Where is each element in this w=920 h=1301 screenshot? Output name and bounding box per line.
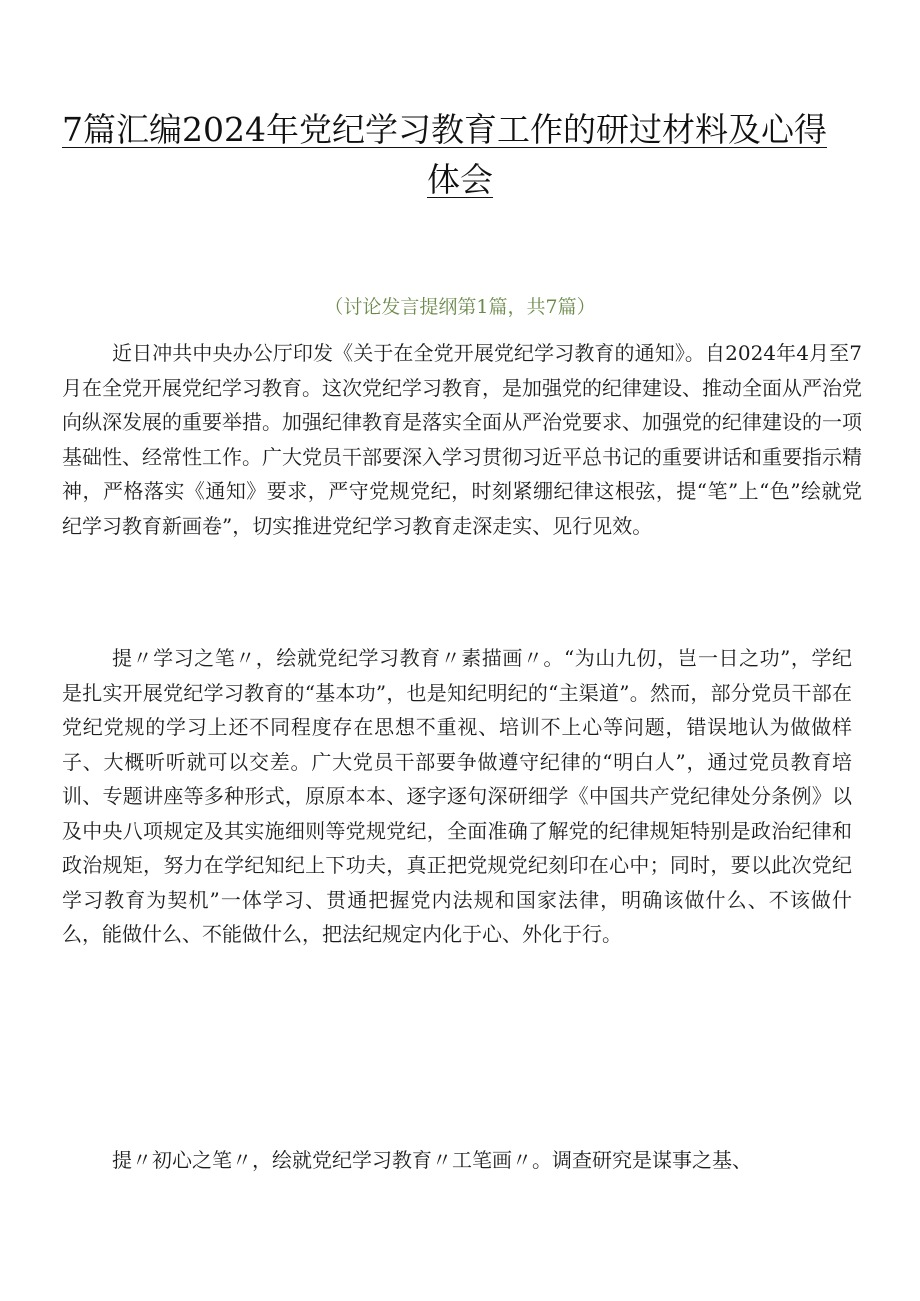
- paragraph-intro: 近日冲共中央办公厅印发《关于在全党开展党纪学习教育的通知》。自2024年4月至7月在全党开展党纪学习教育。这次党纪学习教育，是加强党的纪律建设、推动全面从严治党向纵深发展的重要举措。加强纪律教育是落实全面从严治党要求、加强党的纪律建设的一项基础性、经常性工作。广大党员干部要深入学习贯彻习近平总书记的重要讲话和重要指示精神，严格落实《通知》要求，严守党规党纪，时刻紧绷纪律这根弦，提“笔”上“色”绘就党纪学习教育新画卷”，切实推进党纪学习教育走深走实、见行见效。: [62, 341, 862, 538]
- paragraph-original-aspiration: [62, 1143, 862, 1178]
- document-title-line2: [0, 160, 920, 199]
- document-title-line2-text: 体会: [427, 160, 493, 199]
- document-subtitle: （讨论发言提纲第1篇，共7篇）: [324, 296, 596, 318]
- paragraph-original-aspiration-body: 调查研究是谋事之基、: [552, 1148, 752, 1172]
- paragraph-original-aspiration-heading: 提〃初心之笔〃，绘就党纪学习教育〃工笔画〃。: [112, 1148, 552, 1172]
- document-title-line1: 7篇汇编2024年党纪学习教育工作的研过材料及心得: [62, 110, 827, 149]
- paragraph-study: [62, 641, 852, 952]
- paragraph-study-heading: 提〃学习之笔〃，绘就党纪学习教育〃素描画〃。: [112, 646, 564, 670]
- paragraph-study-body: “为山九仞，岂一日之功”，学纪是扎实开展党纪学习教育的“基本功”，也是知纪明纪的“主渠道”。然而，部分党员干部在党纪党规的学习上还不同程度存在思想不重视、培训不上心等问题，错误地认为做做样子、大概听听就可以交差。广大党员干部要争做遵守纪律的“明白人”，通过党员教育培训、专题讲座等多种形式，原原本本、逐字逐句深研细学《中国共产党纪律处分条例》以及中央八项规定及其实施细则等党规党纪，全面准确了解党的纪律规矩特别是政治纪律和政治规矩，努力在学纪知纪上下功夫，真正把党规党纪刻印在心中；同时，要以此次党纪学习教育为契机”一体学习、贯通把握党内法规和国家法律，明确该做什么、不该做什么，能做什么、不能做什么，把法纪规定内化于心、外化于行。: [62, 646, 853, 946]
